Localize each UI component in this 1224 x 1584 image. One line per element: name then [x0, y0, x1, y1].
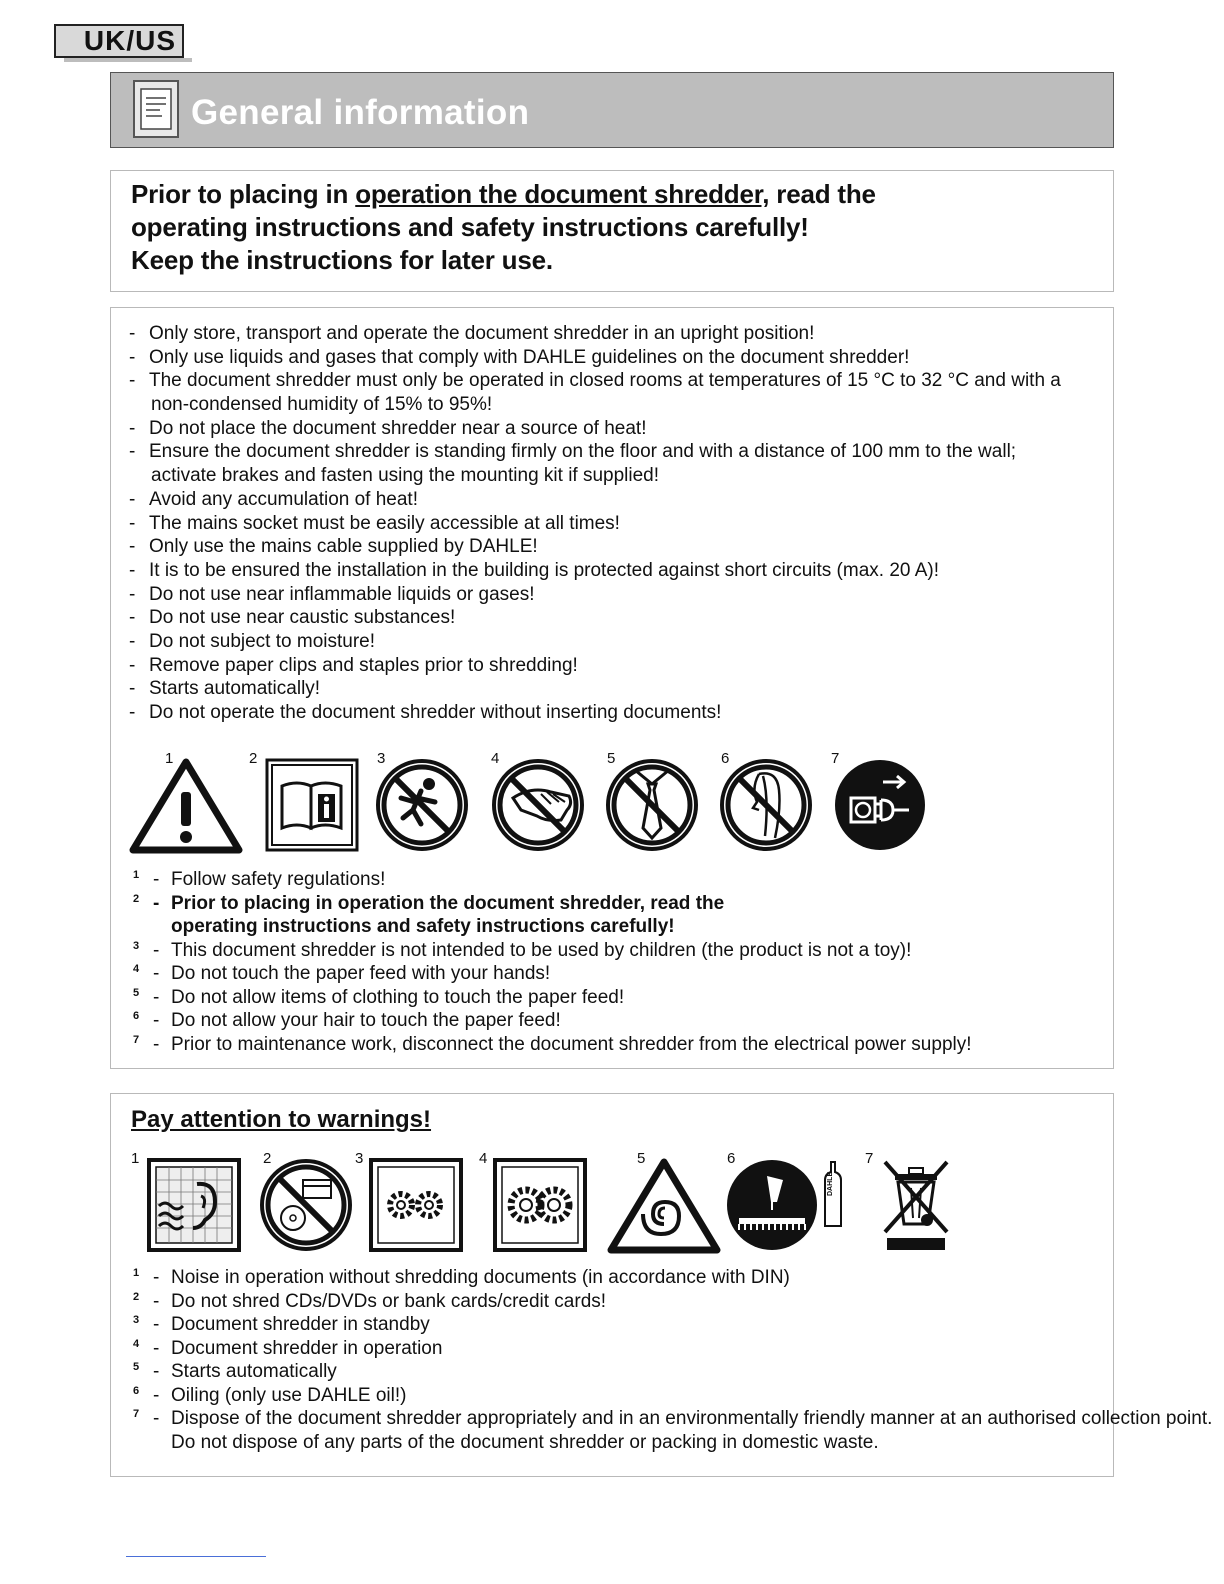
footer-rule — [126, 1556, 266, 1557]
safety-rule: - Do not use near inflammable liquids or gases! — [129, 583, 535, 605]
no-hands-icon: 4 — [491, 758, 585, 857]
safety-rule: - Only store, transport and operate the document shredder in an upright position! — [129, 323, 815, 344]
no-children-icon: 3 — [375, 758, 469, 857]
safety-rule: - The mains socket must be easily accessible at all times! — [129, 512, 620, 534]
legend-item: 2 - Do not shred CDs/DVDs or bank cards/credit cards! — [133, 1290, 607, 1312]
legend-item: operating instructions and safety instructions carefully! — [171, 916, 675, 937]
safety-legend-list — [131, 868, 972, 1056]
no-cd-card-icon: 2 — [259, 1158, 353, 1257]
gears-operation-icon: 4 — [493, 1158, 587, 1257]
auto-start-triangle-icon: 5 — [607, 1158, 721, 1259]
legend-item: 4 - Do not touch the paper feed with your hands! — [133, 963, 551, 984]
legend-item: Do not dispose of any parts of the document shredder or packing in domestic waste. — [171, 1431, 879, 1453]
warnings-title: Pay attention to warnings! — [131, 1106, 432, 1133]
legend-item: 7 - Dispose of the document shredder appropriately and in an environmentally friendly manner at an authorised collection point. — [133, 1408, 1213, 1429]
intro-box — [110, 170, 1114, 292]
safety-rules-list — [129, 322, 1061, 725]
safety-rule: - Do not subject to moisture! — [129, 630, 375, 652]
no-long-hair-icon: 6 — [719, 758, 813, 857]
safety-rule: - The document shredder must only be operated in closed rooms at temperatures of 15 °C to 32 °C and with a — [129, 370, 1061, 392]
warnings-legend-list — [131, 1266, 1212, 1454]
legend-item: 4 - Document shredder in operation — [133, 1337, 443, 1359]
safety-box — [110, 307, 1114, 1069]
no-tie-icon: 5 — [605, 758, 699, 857]
read-manual-icon: 2 — [265, 758, 359, 857]
safety-rule: non-condensed humidity of 15% to 95%! — [151, 394, 493, 416]
section-header — [110, 72, 1114, 148]
safety-rule: activate brakes and fasten using the mounting kit if supplied! — [151, 465, 660, 487]
safety-rule: - Starts automatically! — [129, 678, 321, 700]
document-icon — [133, 80, 179, 138]
safety-rule: - Remove paper clips and staples prior to shredding! — [129, 654, 578, 676]
legend-item: 2 - Prior to placing in operation the document shredder, read the — [133, 892, 725, 914]
legend-item: 1 - Follow safety regulations! — [133, 869, 386, 890]
legend-item: 7 - Prior to maintenance work, disconnect the document shredder from the electrical power supply! — [133, 1033, 972, 1055]
safety-rule: - Do not use near caustic substances! — [129, 607, 456, 629]
legend-item: 6 - Do not allow your hair to touch the paper feed! — [133, 1010, 561, 1031]
safety-rule: - Ensure the document shredder is standing firmly on the floor and with a distance of 100 mm to the wall; — [129, 441, 1017, 463]
oil-bottle-label: DAHLE — [827, 1171, 834, 1196]
warning-triangle-icon: 1 — [129, 758, 243, 859]
safety-rule: - Do not place the document shredder near a source of heat! — [129, 417, 647, 439]
legend-item: 3 - Document shredder in standby — [133, 1314, 430, 1335]
legend-item: 5 - Do not allow items of clothing to touch the paper feed! — [133, 986, 625, 1008]
safety-rule: - Do not operate the document shredder without inserting documents! — [129, 702, 722, 723]
intro-line-1: Prior to placing in operation the document shredder, read the — [131, 179, 876, 209]
safety-rule: - Only use the mains cable supplied by DAHLE! — [129, 536, 538, 558]
oil-icon: 6 DAHLE — [725, 1158, 819, 1257]
intro-line-2: operating instructions and safety instructions carefully! — [131, 212, 809, 242]
gears-standby-icon: 3 — [369, 1158, 463, 1257]
safety-rule: - Avoid any accumulation of heat! — [129, 488, 418, 510]
safety-rule: - Only use liquids and gases that comply with DAHLE guidelines on the document shredder! — [129, 346, 910, 368]
legend-item: 3 - This document shredder is not intended to be used by children (the product is not a toy)! — [133, 939, 912, 961]
page-title: General information — [191, 93, 530, 132]
legend-item: 6 - Oiling (only use DAHLE oil!) — [133, 1384, 407, 1406]
language-tag: UK/US — [54, 24, 184, 58]
safety-rule: - It is to be ensured the installation in the building is protected against short circuits (max. 20 A)! — [129, 559, 939, 581]
legend-item: 1 - Noise in operation without shredding documents (in accordance with DIN) — [133, 1267, 790, 1288]
warnings-box — [110, 1093, 1213, 1477]
crossed-bin-icon: 7 — [881, 1158, 951, 1257]
disconnect-plug-icon: 7 — [833, 758, 927, 857]
intro-line-3: Keep the instructions for later use. — [131, 245, 553, 275]
noise-ear-icon: 1 — [147, 1158, 241, 1257]
legend-item: 5 - Starts automatically — [133, 1361, 337, 1382]
